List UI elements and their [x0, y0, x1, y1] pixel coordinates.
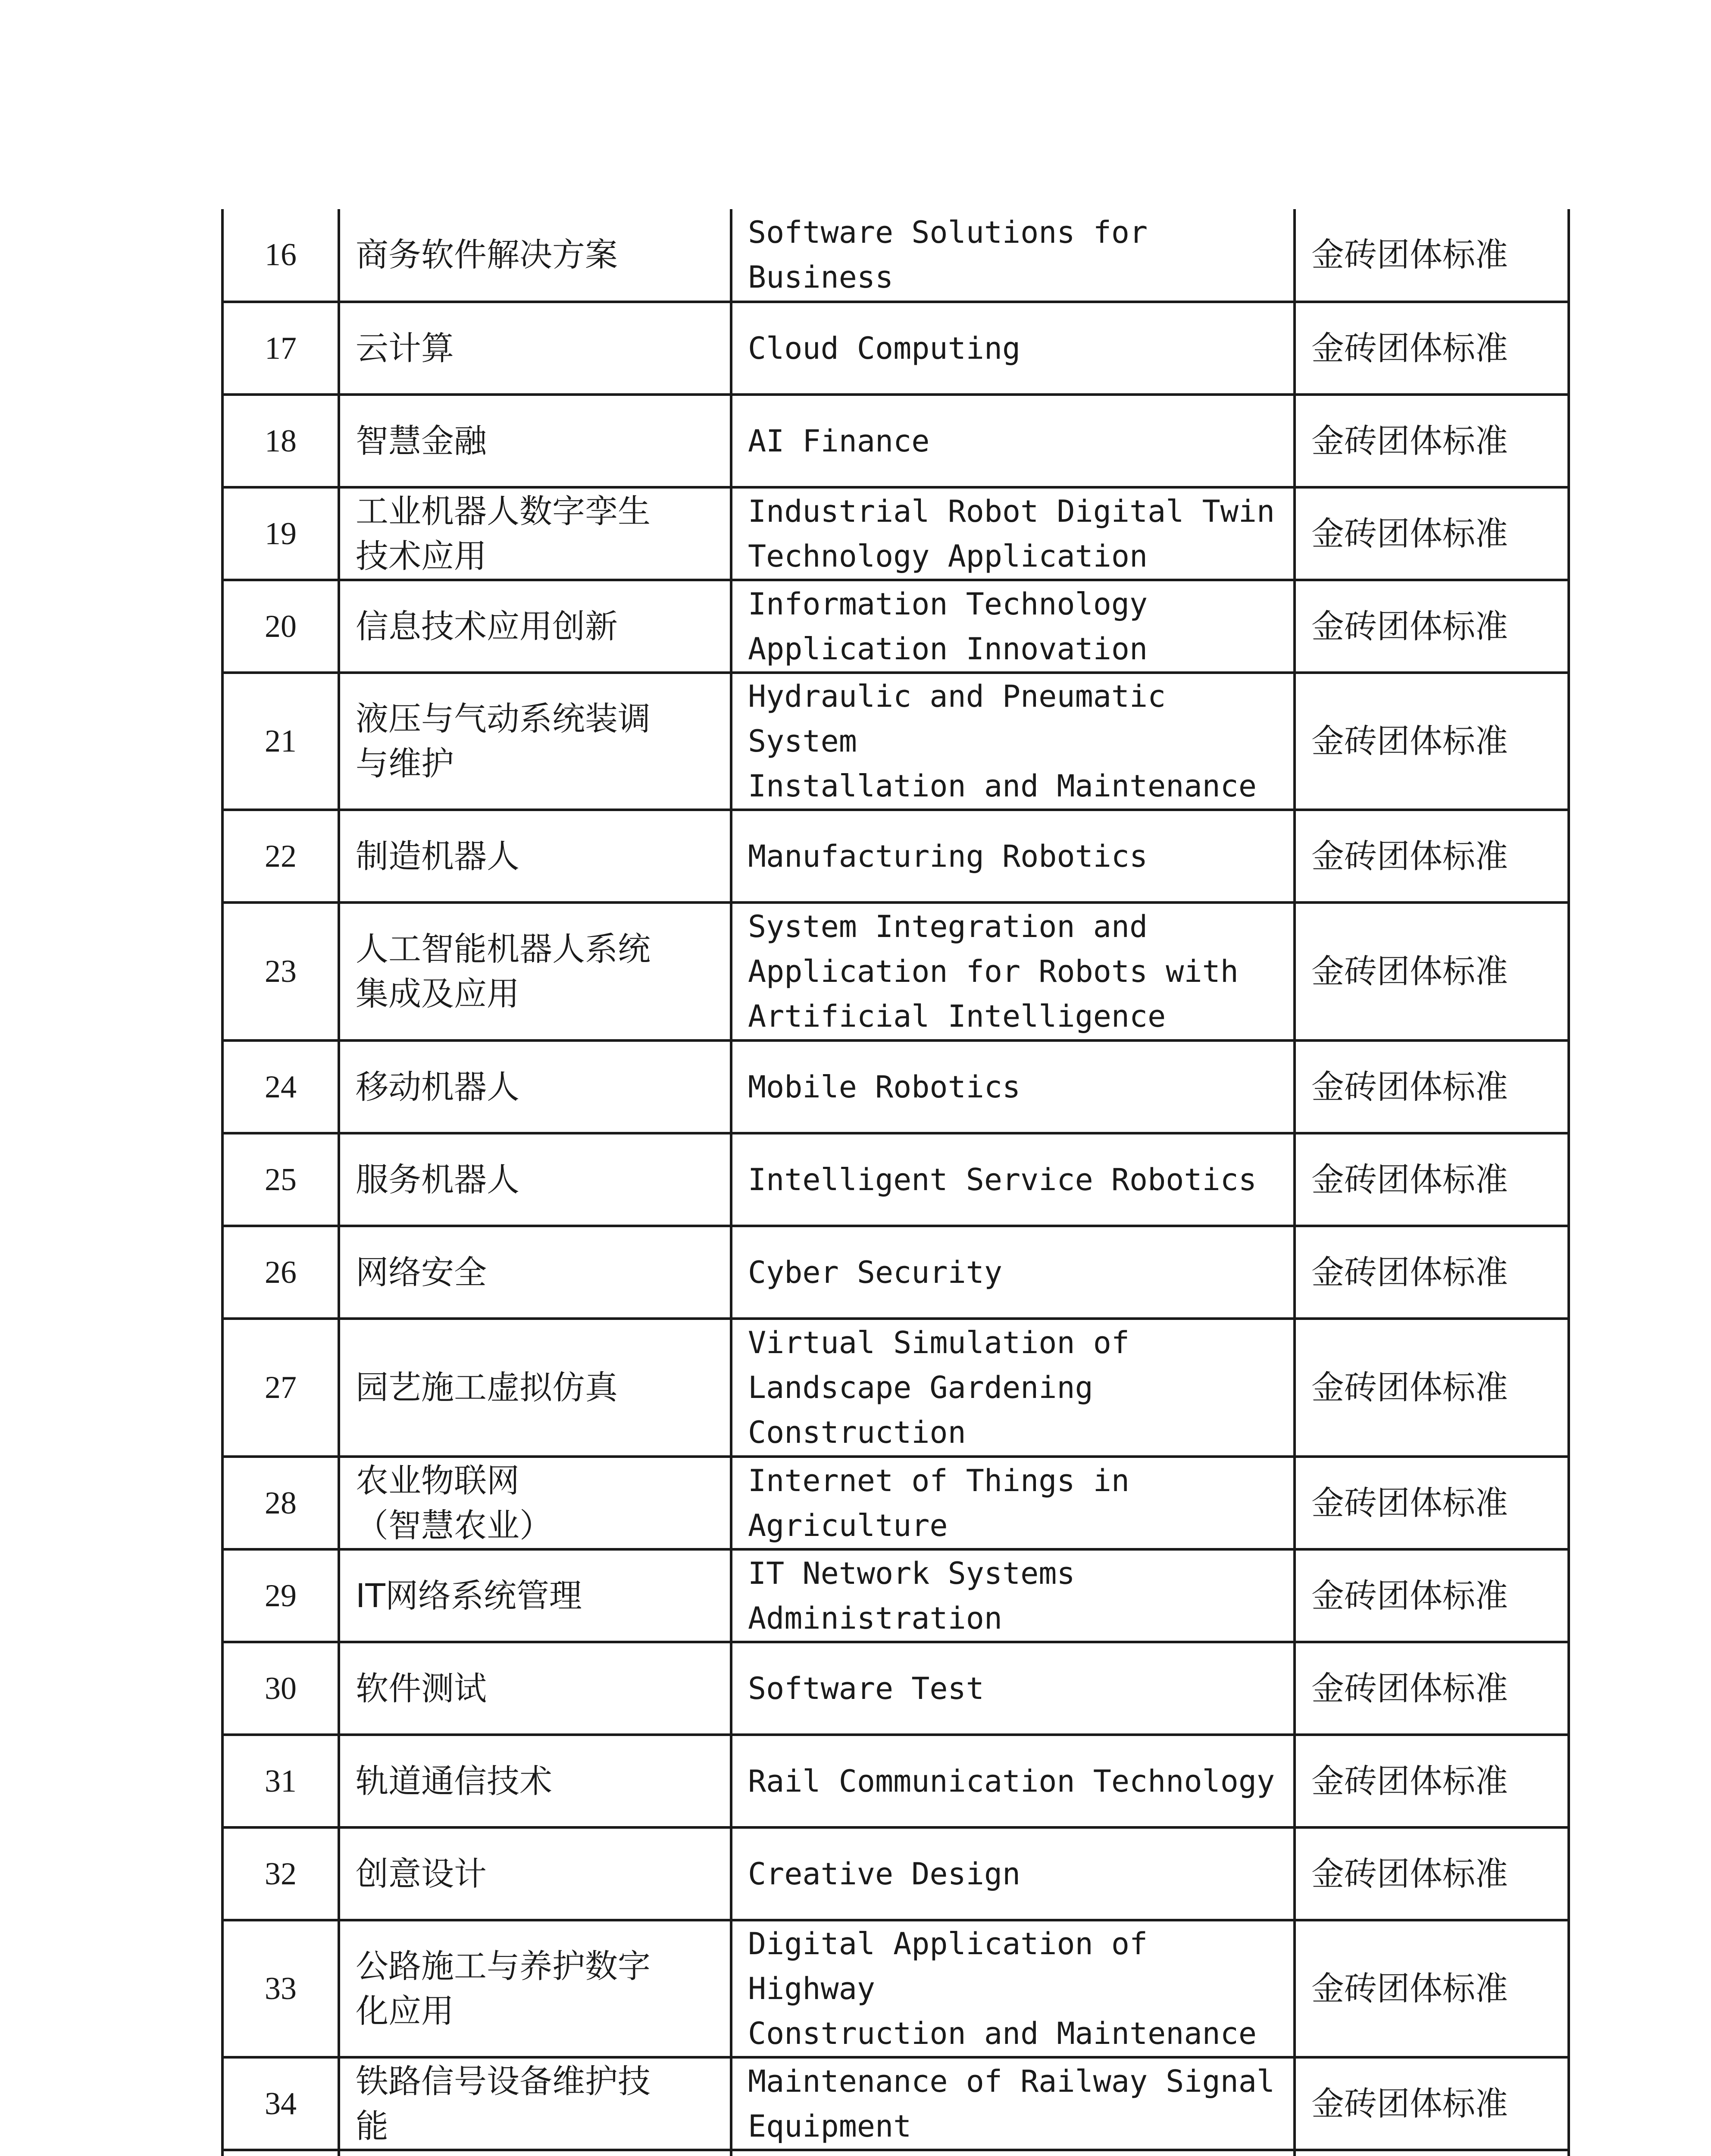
- row-number-cell: 19: [222, 487, 339, 580]
- standard-type-cell: 金砖团体标准: [1295, 1827, 1569, 1920]
- standard-type-cell: 金砖团体标准: [1295, 1920, 1569, 2057]
- english-name-cell: Virtual Simulation of Landscape Gardening Construction: [731, 1319, 1295, 1457]
- standard-type-cell: 金砖团体标准: [1295, 487, 1569, 580]
- row-number-cell: 33: [222, 1920, 339, 2057]
- standard-type-cell: 金砖团体标准: [1295, 1642, 1569, 1735]
- table-row: [222, 1040, 1569, 1133]
- row-number-cell: 28: [222, 1457, 339, 1549]
- table-row: [222, 903, 1569, 1040]
- english-name-cell: System Integration and Application for Robots with Artificial Intelligence: [731, 903, 1295, 1040]
- table-row: [222, 2057, 1569, 2150]
- table-row: [222, 580, 1569, 673]
- row-number-cell: [222, 2150, 339, 2156]
- standard-type-cell: 金砖团体标准: [1295, 1457, 1569, 1549]
- table-row: [222, 209, 1569, 302]
- table-row: [222, 302, 1569, 395]
- standard-type-cell: 金砖团体标准: [1295, 209, 1569, 302]
- english-name-cell: Information Technology Application Innovation: [731, 580, 1295, 673]
- row-number-cell: 17: [222, 302, 339, 395]
- table-row: [222, 810, 1569, 903]
- english-name-cell: Digital Application of Highway Construction and Maintenance: [731, 1920, 1295, 2057]
- standard-type-cell: 金砖团体标准: [1295, 1226, 1569, 1319]
- standard-type-cell: 金砖团体标准: [1295, 903, 1569, 1040]
- chinese-name-cell: 信息技术应用创新: [339, 580, 731, 673]
- row-number-cell: 22: [222, 810, 339, 903]
- row-number-cell: 29: [222, 1549, 339, 1642]
- row-number-cell: 20: [222, 580, 339, 673]
- table-row: [222, 1226, 1569, 1319]
- chinese-name-cell: 服务机器人: [339, 1133, 731, 1226]
- chinese-name-cell: 公路施工与养护数字 化应用: [339, 1920, 731, 2057]
- standard-type-cell: 金砖团体标准: [1295, 1735, 1569, 1827]
- table-row: [222, 1920, 1569, 2057]
- standard-type-cell: 金砖团体标准: [1295, 302, 1569, 395]
- table-row: [222, 395, 1569, 487]
- table-row: [222, 673, 1569, 810]
- chinese-name-cell: 园艺施工虚拟仿真: [339, 1319, 731, 1457]
- chinese-name-cell: IT网络系统管理: [339, 1549, 731, 1642]
- chinese-name-cell: 智慧金融: [339, 395, 731, 487]
- english-name-cell: Intelligent Service Robotics: [731, 1133, 1295, 1226]
- table-row: [222, 1549, 1569, 1642]
- english-name-cell: Industrial Robot Digital Twin Technology Application: [731, 487, 1295, 580]
- english-name-cell: Rail Communication Technology: [731, 1735, 1295, 1827]
- standard-type-cell: 金砖团体标准: [1295, 673, 1569, 810]
- row-number-cell: 23: [222, 903, 339, 1040]
- row-number-cell: 21: [222, 673, 339, 810]
- chinese-name-cell: [339, 2150, 731, 2156]
- english-name-cell: Hydraulic and Pneumatic System Installation and Maintenance: [731, 673, 1295, 810]
- table-row: [222, 487, 1569, 580]
- english-name-cell: Internet of Things in Agriculture: [731, 1457, 1295, 1549]
- chinese-name-cell: 软件测试: [339, 1642, 731, 1735]
- row-number-cell: 26: [222, 1226, 339, 1319]
- standard-type-cell: 金砖团体标准: [1295, 2057, 1569, 2150]
- chinese-name-cell: 网络安全: [339, 1226, 731, 1319]
- row-number-cell: 18: [222, 395, 339, 487]
- table-body: [222, 209, 1569, 2156]
- row-number-cell: 34: [222, 2057, 339, 2150]
- english-name-cell: AI Finance: [731, 395, 1295, 487]
- standard-type-cell: 金砖团体标准: [1295, 1133, 1569, 1226]
- english-name-cell: Software Solutions for Business: [731, 209, 1295, 302]
- row-number-cell: 32: [222, 1827, 339, 1920]
- table-row: [222, 1319, 1569, 1457]
- standards-table: [221, 209, 1570, 2156]
- chinese-name-cell: 商务软件解决方案: [339, 209, 731, 302]
- standard-type-cell: 金砖团体标准: [1295, 810, 1569, 903]
- table-row: [222, 1133, 1569, 1226]
- english-name-cell: Software Test: [731, 1642, 1295, 1735]
- english-name-cell: Cloud Computing: [731, 302, 1295, 395]
- standard-type-cell: 金砖团体标准: [1295, 580, 1569, 673]
- english-name-cell: [731, 2150, 1295, 2156]
- chinese-name-cell: 工业机器人数字孪生 技术应用: [339, 487, 731, 580]
- english-name-cell: Manufacturing Robotics: [731, 810, 1295, 903]
- chinese-name-cell: 轨道通信技术: [339, 1735, 731, 1827]
- chinese-name-cell: 创意设计: [339, 1827, 731, 1920]
- chinese-name-cell: 农业物联网 （智慧农业）: [339, 1457, 731, 1549]
- standard-type-cell: 金砖团体标准: [1295, 395, 1569, 487]
- row-number-cell: 31: [222, 1735, 339, 1827]
- chinese-name-cell: 液压与气动系统装调 与维护: [339, 673, 731, 810]
- table-row: [222, 2150, 1569, 2156]
- row-number-cell: 24: [222, 1040, 339, 1133]
- chinese-name-cell: 人工智能机器人系统 集成及应用: [339, 903, 731, 1040]
- english-name-cell: Cyber Security: [731, 1226, 1295, 1319]
- english-name-cell: IT Network Systems Administration: [731, 1549, 1295, 1642]
- table-row: [222, 1827, 1569, 1920]
- english-name-cell: Maintenance of Railway Signal Equipment: [731, 2057, 1295, 2150]
- table-row: [222, 1735, 1569, 1827]
- standard-type-cell: 金砖团体标准: [1295, 1549, 1569, 1642]
- chinese-name-cell: 云计算: [339, 302, 731, 395]
- chinese-name-cell: 制造机器人: [339, 810, 731, 903]
- chinese-name-cell: 移动机器人: [339, 1040, 731, 1133]
- row-number-cell: 27: [222, 1319, 339, 1457]
- english-name-cell: Creative Design: [731, 1827, 1295, 1920]
- row-number-cell: 16: [222, 209, 339, 302]
- row-number-cell: 25: [222, 1133, 339, 1226]
- english-name-cell: Mobile Robotics: [731, 1040, 1295, 1133]
- standard-type-cell: [1295, 2150, 1569, 2156]
- standard-type-cell: 金砖团体标准: [1295, 1319, 1569, 1457]
- table-row: [222, 1457, 1569, 1549]
- chinese-name-cell: 铁路信号设备维护技 能: [339, 2057, 731, 2150]
- table-row: [222, 1642, 1569, 1735]
- row-number-cell: 30: [222, 1642, 339, 1735]
- standard-type-cell: 金砖团体标准: [1295, 1040, 1569, 1133]
